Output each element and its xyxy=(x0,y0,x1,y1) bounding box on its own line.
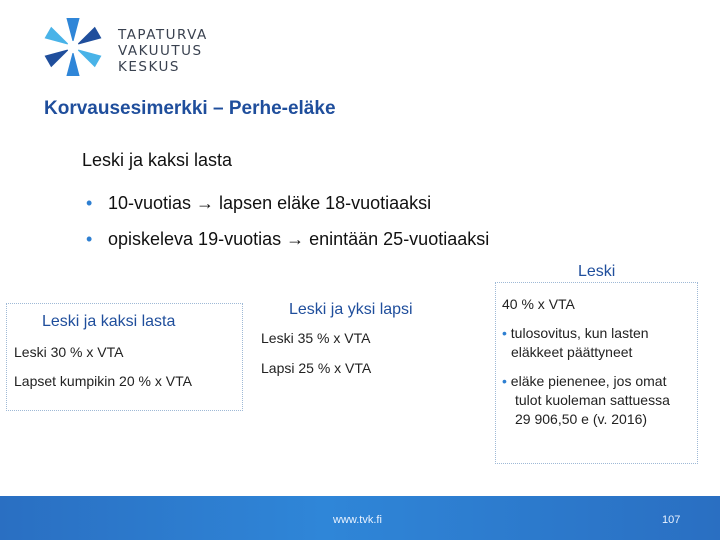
widow-heading: Leski xyxy=(578,263,616,280)
logo-line-1: TAPATURVA xyxy=(118,27,208,43)
one-child-line-1: Leski 35 % x VTA xyxy=(261,330,371,346)
slide-title: Korvausesimerkki – Perhe-eläke xyxy=(44,98,336,119)
widow-note-1-line-1: tulosovitus, kun lasten xyxy=(510,325,649,341)
bullet-text: opiskeleva 19-vuotias → enintään 25-vuotiaaksi xyxy=(108,229,490,249)
bullet-marker: • xyxy=(86,193,93,213)
widow-note-2-line-3: 29 906,50 e (v. 2016) xyxy=(515,411,648,427)
two-children-heading: Leski ja kaksi lasta xyxy=(42,313,176,330)
footer-url: www.tvk.fi xyxy=(333,514,382,526)
widow-note-2-line-2: tulot kuoleman sattuessa xyxy=(515,392,670,408)
intro-text: Leski ja kaksi lasta xyxy=(82,150,233,170)
bullet-text: 10-vuotias → lapsen eläke 18-vuotiaaksi xyxy=(108,193,432,213)
logo-line-2: VAKUUTUS xyxy=(118,43,203,59)
widow-note-2 xyxy=(502,372,670,429)
two-children-line-1: Leski 30 % x VTA xyxy=(14,344,124,360)
widow-note-1-line-2: eläkkeet päättyneet xyxy=(511,344,633,360)
widow-base: 40 % x VTA xyxy=(502,296,575,312)
bullet-marker: • xyxy=(502,325,507,341)
widow-note-1 xyxy=(502,324,649,362)
two-children-line-2: Lapset kumpikin 20 % x VTA xyxy=(14,373,192,389)
bullet-marker: • xyxy=(86,229,93,249)
bullet-item-2 xyxy=(86,229,489,250)
one-child-heading: Leski ja yksi lapsi xyxy=(289,301,413,318)
star-logo-icon xyxy=(40,14,106,80)
logo-line-3: KESKUS xyxy=(118,59,180,75)
bullet-item-1 xyxy=(86,193,431,214)
page-number: 107 xyxy=(662,514,681,526)
one-child-line-2: Lapsi 25 % x VTA xyxy=(261,360,372,376)
logo-wordmark xyxy=(118,27,208,75)
bullet-marker: • xyxy=(502,373,507,389)
widow-note-2-line-1: eläke pienenee, jos omat xyxy=(510,373,667,389)
